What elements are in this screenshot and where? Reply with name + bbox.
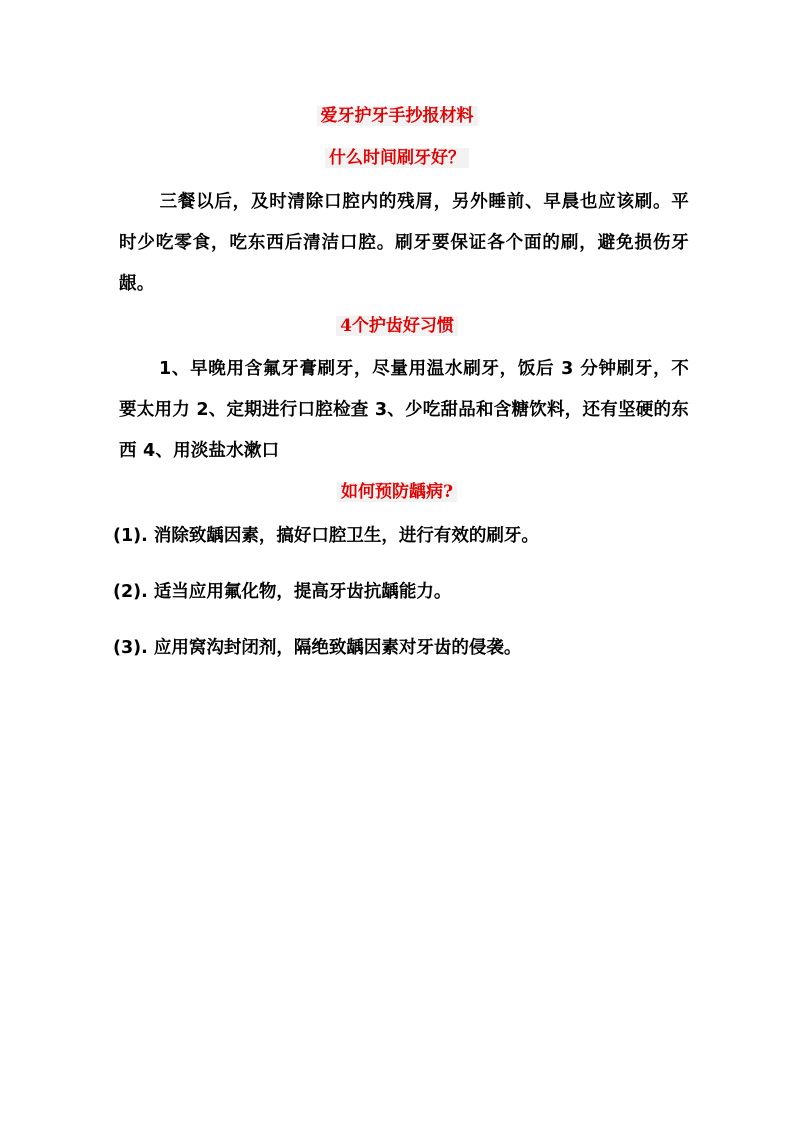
section-body-brushing-time-text: 三餐以后，及时清除口腔内的残屑，另外睡前、早晨也应该刷。平时少吃零食，吃东西后清洁口腔。刷牙要保证各个面的刷，避免损伤牙龈。 bbox=[119, 192, 689, 294]
section-body-brushing-time bbox=[119, 182, 689, 305]
section-body-habits bbox=[119, 349, 689, 472]
list-item: (1). 消除致龋因素，搞好口腔卫生，进行有效的刷牙。 bbox=[113, 526, 539, 546]
section-heading-caries-prevention-text: 如何预防龋病? bbox=[337, 482, 457, 502]
section-heading-brushing-time-text: 什么时间刷牙好？ bbox=[325, 148, 469, 168]
document-title-text: 爱牙护牙手抄报材料 bbox=[317, 106, 478, 126]
list-item: (2). 适当应用氟化物，提高牙齿抗龋能力。 bbox=[113, 582, 452, 602]
list-item: (3). 应用窝沟封闭剂，隔绝致龋因素对牙齿的侵袭。 bbox=[113, 638, 522, 658]
section-heading-brushing-time bbox=[0, 146, 794, 170]
document-title bbox=[0, 104, 794, 128]
section-body-habits-text: 1、早晚用含氟牙膏刷牙，尽量用温水刷牙，饭后 3 分钟刷牙，不要太用力 2、定期进行口腔检查 3、少吃甜品和含糖饮料，还有坚硬的东西 4、用淡盐水漱口 bbox=[119, 359, 689, 461]
section-heading-habits-text: 4个护齿好习惯 bbox=[336, 316, 458, 336]
section-heading-habits bbox=[0, 314, 794, 338]
section-heading-caries-prevention bbox=[0, 480, 794, 504]
